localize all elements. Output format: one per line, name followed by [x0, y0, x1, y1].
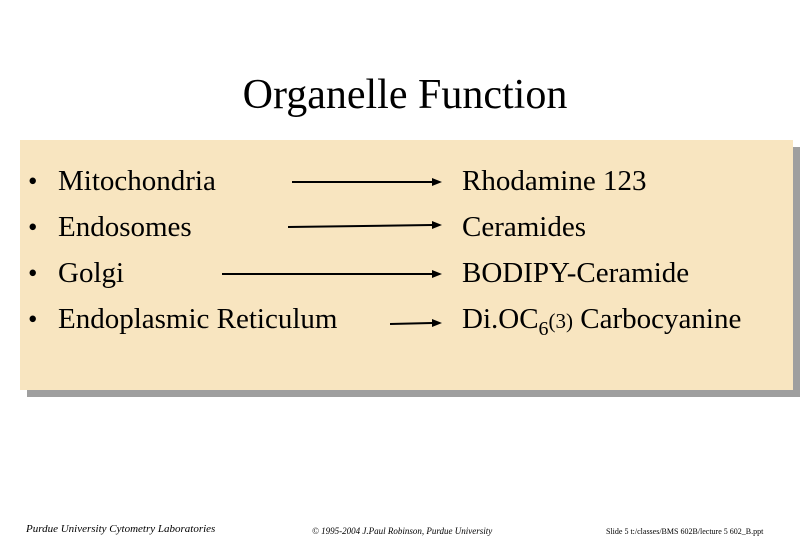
content-panel — [20, 140, 793, 390]
probe-label: Ceramides — [462, 211, 587, 243]
probe-label: Rhodamine 123 — [462, 165, 647, 197]
footer-slide-info: Slide 5 t:/classes/BMS 602B/lecture 5 602_B.ppt — [606, 527, 764, 536]
footer-copyright: © 1995-2004 J.Paul Robinson, Purdue University — [312, 526, 493, 536]
footer-lab-name: Purdue University Cytometry Laboratories — [26, 523, 216, 535]
bullet: • — [28, 304, 38, 334]
organelle-label: Endosomes — [58, 211, 192, 243]
bullet: • — [28, 166, 38, 196]
arrow-right-icon — [288, 220, 442, 232]
bullet: • — [28, 212, 38, 242]
list-item-mitochondria — [20, 158, 793, 204]
bullet: • — [28, 258, 38, 288]
list-item-golgi — [20, 250, 793, 296]
probe-label: $Di.OC_6(3)$ Carbocyanine — [462, 303, 742, 340]
organelle-label: Endoplasmic Reticulum — [58, 303, 338, 335]
arrow-right-icon — [292, 176, 442, 188]
list-item-endoplasmic-reticulum — [20, 296, 793, 342]
organelle-label: Mitochondria — [58, 165, 216, 197]
arrow-right-icon — [222, 268, 442, 280]
organelle-label: Golgi — [58, 257, 125, 289]
list-item-endosomes — [20, 204, 793, 250]
arrow-right-icon — [390, 317, 442, 329]
probe-label: BODIPY-Ceramide — [462, 257, 690, 289]
slide-title: Organelle Function — [242, 72, 568, 118]
